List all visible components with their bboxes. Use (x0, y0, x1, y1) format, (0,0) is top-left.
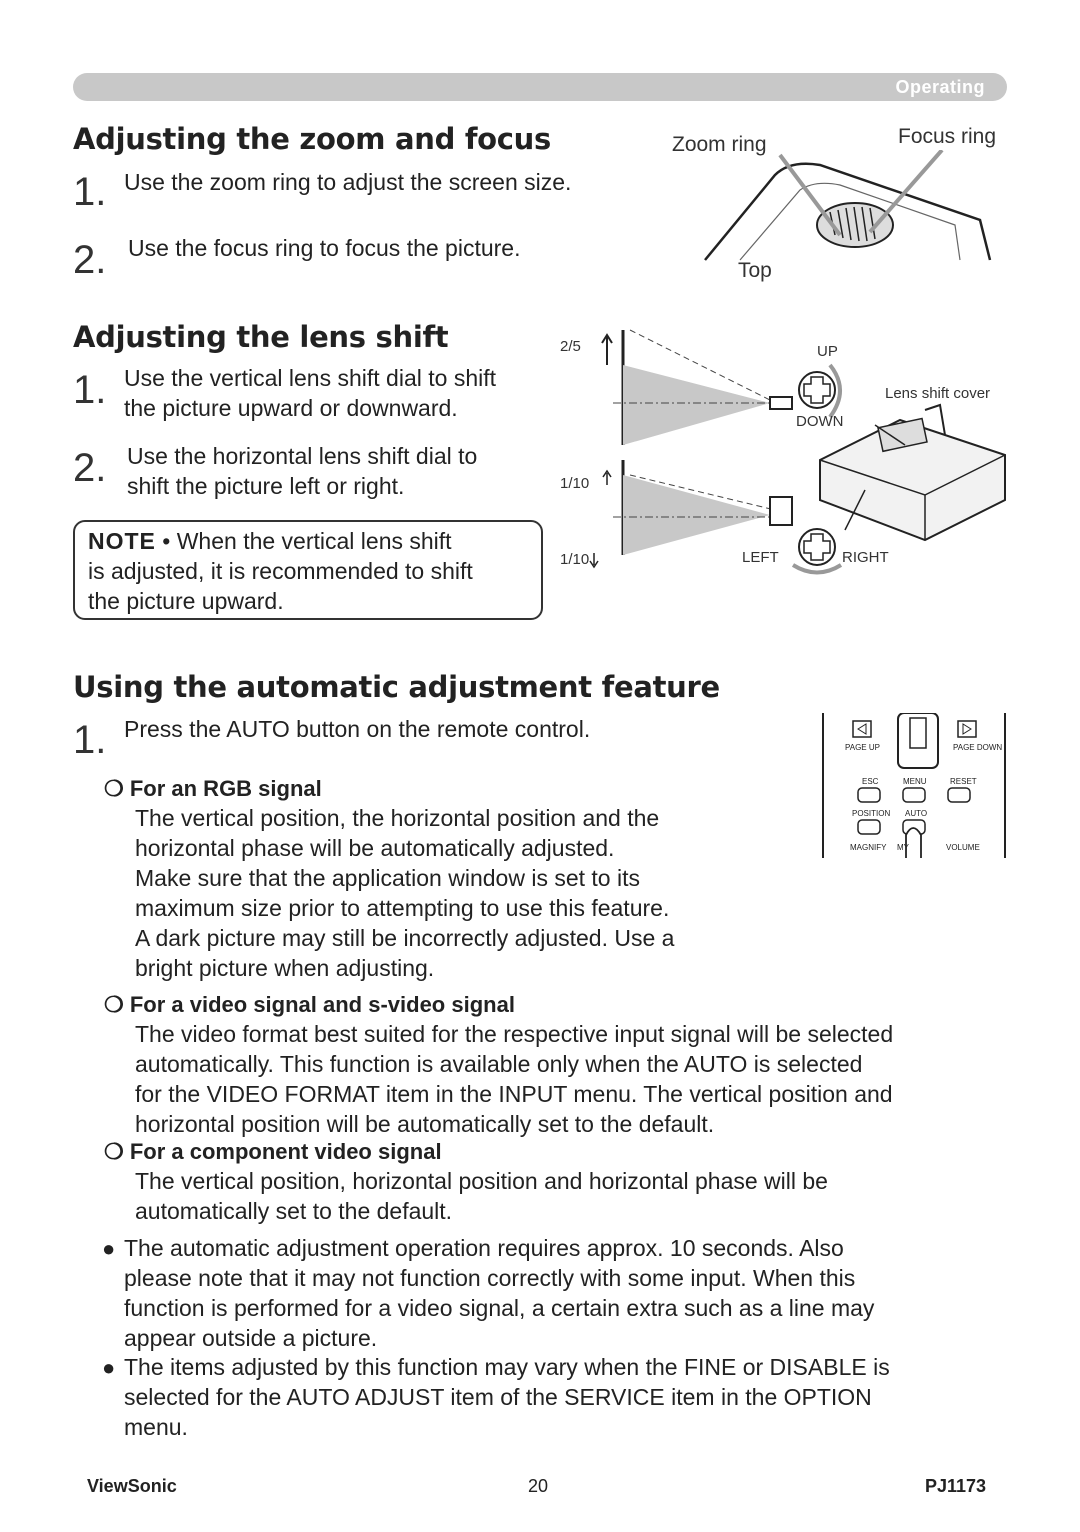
remote-auto: AUTO (905, 809, 928, 818)
auto-adjust-title: Using the automatic adjustment feature (73, 670, 720, 704)
step-number: 2. (73, 446, 107, 490)
section-header-bar (73, 73, 1007, 101)
projector-top-illustration (680, 150, 1010, 280)
ratio-top-label: 2/5 (560, 338, 581, 355)
right-label: RIGHT (842, 549, 889, 566)
video-body: The video format best suited for the respective input signal will be selected automatically. This function is available only when the AUTO is selected for the VIDEO FORMAT item in the INPUT menu. The vertical position and horizontal position will be automatically set to the default. (135, 1021, 894, 1137)
step-number: 1. (73, 170, 107, 214)
remote-esc: ESC (862, 777, 879, 786)
rgb-body: The vertical position, the horizontal position and the horizontal phase will be automatically adjusted. Make sure that the application window is set to its maximum size prior to attempting to use this feature. A dark picture may still be incorrectly adjusted. Use a bright picture when adjusting. (135, 805, 675, 981)
ring-bullet-icon: ❍ (104, 1139, 130, 1164)
note-text: NOTE • When the vertical lens shift is adjusted, it is recommended to shift the picture upward. (88, 528, 473, 614)
down-label: DOWN (796, 413, 844, 430)
remote-page-up: PAGE UP (845, 743, 880, 752)
section-label: Operating (895, 77, 985, 97)
video-heading: ❍ For a video signal and s-video signal (104, 992, 515, 1017)
step-number: 2. (73, 238, 107, 282)
ring-bullet-icon: ❍ (104, 776, 130, 801)
up-label: UP (817, 343, 838, 360)
zoom-step-text: Use the zoom ring to adjust the screen size. (124, 169, 572, 195)
lens-shift-cover-label: Lens shift cover (885, 385, 991, 402)
remote-volume: VOLUME (946, 843, 980, 852)
step-number: 1. (73, 368, 107, 412)
remote-reset: RESET (950, 777, 977, 786)
remote-page-down: PAGE DOWN (953, 743, 1003, 752)
vertical-shift-text: Use the vertical lens shift dial to shift the picture upward or downward. (124, 365, 496, 421)
focus-ring-label: Focus ring (898, 125, 997, 148)
remote-magnify: MAGNIFY (850, 843, 887, 852)
zoom-ring-label: Zoom ring (672, 133, 767, 156)
component-body: The vertical position, horizontal position and horizontal phase will be automatically set to the default. (135, 1168, 828, 1224)
lens-shift-title: Adjusting the lens shift (73, 320, 449, 354)
rgb-heading: ❍ For an RGB signal (104, 776, 322, 801)
bullet-dot-icon: ● (102, 1236, 116, 1261)
bullet-text: The items adjusted by this function may vary when the FINE or DISABLE is selected for the AUTO ADJUST item of the SERVICE item in the OPTION menu. (124, 1354, 890, 1440)
left-label: LEFT (742, 549, 779, 566)
zoom-focus-title: Adjusting the zoom and focus (73, 122, 551, 156)
page-number: 20 (528, 1476, 549, 1496)
focus-step-text: Use the focus ring to focus the picture. (128, 235, 521, 261)
horizontal-shift-text: Use the horizontal lens shift dial to shift the picture left or right. (127, 443, 478, 499)
step-number: 1. (73, 718, 107, 762)
remote-menu: MENU (903, 777, 927, 786)
auto-step-text: Press the AUTO button on the remote control. (124, 716, 591, 742)
top-label: Top (738, 259, 772, 282)
lens-shift-illustration (555, 325, 1015, 585)
footer-brand: ViewSonic (87, 1476, 177, 1496)
ratio-bottom-label: 1/10 (560, 551, 590, 568)
bullet-text: The automatic adjustment operation requires approx. 10 seconds. Also please note that it may not function correctly with some input. When this function is performed for a video signal, a certain extra such as a line may appear outside a picture. (124, 1235, 875, 1351)
component-heading: ❍ For a component video signal (104, 1139, 442, 1164)
note-label: NOTE (88, 528, 156, 554)
bullet-dot-icon: ● (102, 1355, 116, 1380)
ring-bullet-icon: ❍ (104, 992, 130, 1017)
footer-model: PJ1173 (925, 1476, 987, 1496)
remote-my: MY (897, 843, 909, 852)
ratio-mid-label: 1/10 (560, 475, 590, 492)
remote-position: POSITION (852, 809, 891, 818)
